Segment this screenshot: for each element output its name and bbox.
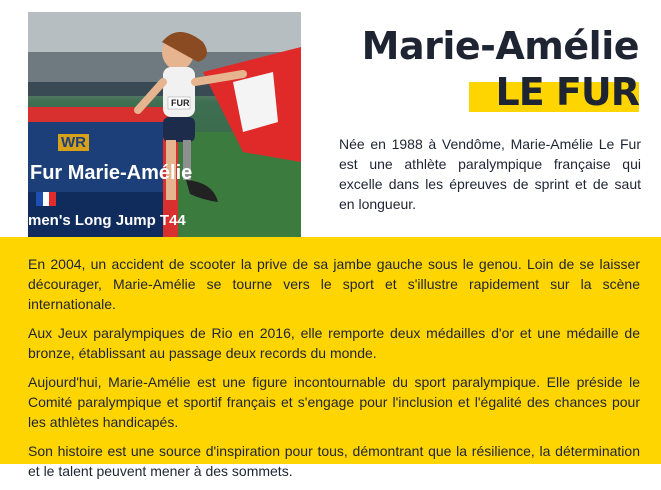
paragraph-rio: Aux Jeux paralympiques de Rio en 2016, elle remporte deux médailles d'or et une médaille de bronze, établissant au passage deux records du monde.	[28, 325, 640, 361]
title-first-name: Marie-Amélie	[361, 24, 639, 68]
paragraph-accident: En 2004, un accident de scooter la prive de sa jambe gauche sous le genou. Loin de se laisser décourager, Marie-Amélie se tourne vers le sport et s'illustre rapidement sur la scène internationale.	[28, 256, 640, 312]
photo-illustration	[28, 12, 301, 237]
board-wr-label: WR	[58, 134, 89, 151]
intro-paragraph: Née en 1988 à Vendôme, Marie-Amélie Le Fur est une athlète paralympique française qui excelle dans les épreuves de sprint et de saut en longueur.	[339, 136, 641, 212]
board-event-label: men's Long Jump T44	[28, 212, 186, 229]
paragraph-inspiration: Son histoire est une source d'inspiration pour tous, démontrant que la résilience, la détermination et le talent peuvent mener à des sommets.	[28, 443, 640, 479]
title-last-name: LE FUR	[495, 70, 639, 114]
title-last-name-block	[496, 70, 639, 116]
athlete-photo	[28, 12, 301, 237]
paragraph-today: Aujourd'hui, Marie-Amélie est une figure incontournable du sport paralympique. Elle préside le Comité paralympique et sportif français et s'engage pour l'inclusion et l'égalité des chances pour les athlètes handicapés.	[28, 374, 640, 430]
biography-content	[28, 254, 640, 490]
board-athlete-name: Fur Marie-Amélie	[30, 162, 193, 184]
bib-label: FUR	[171, 98, 190, 108]
